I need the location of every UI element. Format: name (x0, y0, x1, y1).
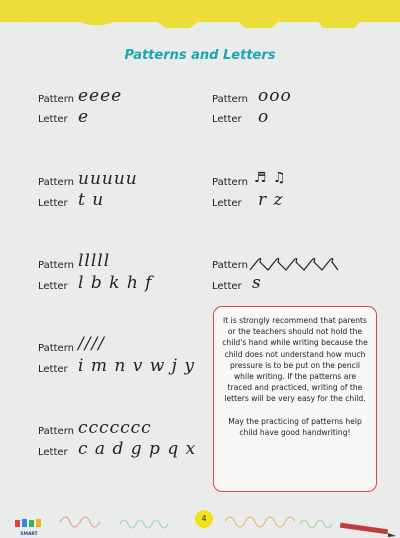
letter-r3: s (252, 273, 262, 293)
loop-wave-pattern (248, 256, 340, 274)
letter-label-2: Letter (38, 198, 68, 209)
pattern-label-5: Pattern (38, 426, 74, 437)
advice-note-box (213, 306, 377, 492)
pattern-r2: ♬ ♫ (254, 170, 287, 186)
letter-r1: o (258, 107, 270, 127)
pattern-label-1: Pattern (38, 94, 74, 105)
letter-label-4: Letter (38, 364, 68, 375)
letter-label-r2: Letter (212, 198, 242, 209)
logo-figures-icon (14, 518, 44, 528)
letter-5: c a d g p q x (78, 439, 197, 459)
pattern-3: lllll (78, 251, 111, 271)
pattern-label-r1: Pattern (212, 94, 248, 105)
letter-4: i m n v w j y (78, 356, 195, 376)
letter-1: e (78, 107, 90, 127)
pattern-5: ccccccc (78, 418, 152, 438)
pattern-label-r3: Pattern (212, 260, 248, 271)
pattern-4: //// (78, 334, 105, 354)
note-paragraph-2: May the practicing of patterns help child have good handwriting! (228, 416, 362, 437)
letter-label-1: Letter (38, 114, 68, 125)
logo-text: SMART (20, 532, 38, 537)
top-band-wave (0, 16, 400, 28)
letter-label-r1: Letter (212, 114, 242, 125)
letter-2: t u (78, 190, 105, 210)
smart-logo (14, 513, 44, 537)
pattern-label-r2: Pattern (212, 177, 248, 188)
letter-r2: r z (258, 190, 284, 210)
pattern-label-3: Pattern (38, 260, 74, 271)
page-number: 4 (195, 510, 213, 528)
pattern-r1: ooo (258, 86, 292, 106)
pattern-1: eeee (78, 86, 123, 106)
letter-label-3: Letter (38, 281, 68, 292)
letter-label-5: Letter (38, 447, 68, 458)
letter-label-r3: Letter (212, 281, 242, 292)
page-title: Patterns and Letters (124, 48, 276, 63)
pattern-label-2: Pattern (38, 177, 74, 188)
note-paragraph-1: It is strongly recommend that parents or the teachers should not hold the child's hand while writing because the child does not understand how much pressure is to be put on the pencil while writing. If the patterns are traced and practiced, writing of the letters will be very easy for the child. (222, 316, 368, 404)
letter-3: l b k h f (78, 273, 153, 293)
pattern-2: uuuuu (78, 169, 138, 189)
pattern-label-4: Pattern (38, 343, 74, 354)
top-yellow-band (0, 0, 400, 22)
